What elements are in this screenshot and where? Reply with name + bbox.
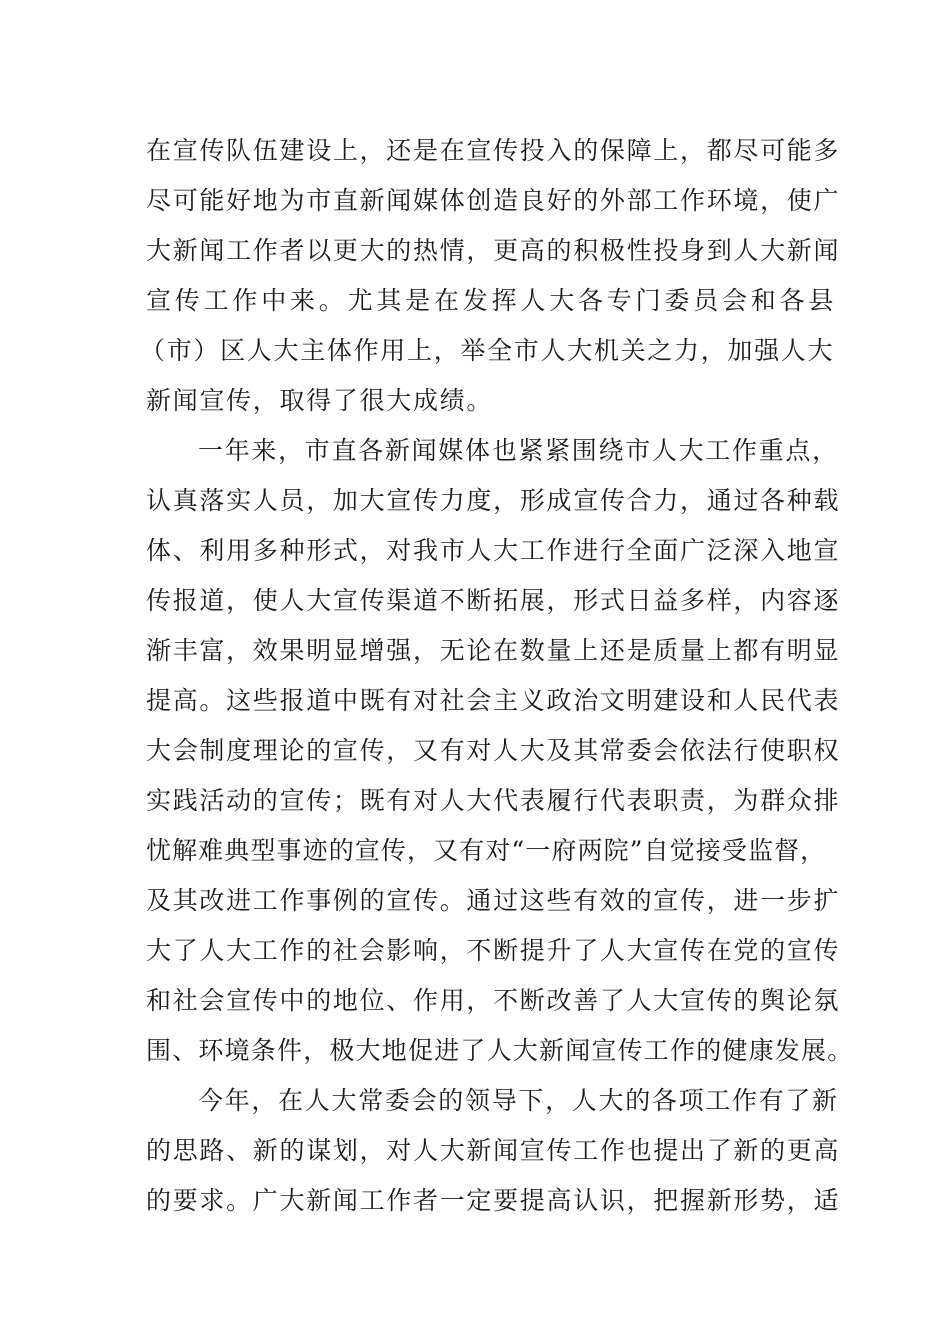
text-line: 大了人大工作的社会影响，不断提升了人大宣传在党的宣传 bbox=[146, 936, 841, 965]
text-line: 在宣传队伍建设上，还是在宣传投入的保障上，都尽可能多 bbox=[146, 136, 841, 165]
text-line: 宣传工作中来。尤其是在发挥人大各专门委员会和各县 bbox=[146, 286, 838, 315]
text-line: 尽可能好地为市直新闻媒体创造良好的外部工作环境，使广 bbox=[146, 186, 841, 215]
text-line: 提高。这些报道中既有对社会主义政治文明建设和人民代表 bbox=[146, 686, 841, 715]
text-line: 实践活动的宣传；既有对人大代表履行代表职责，为群众排 bbox=[146, 786, 841, 815]
body-text bbox=[140, 126, 854, 1226]
text-line: 渐丰富，效果明显增强，无论在数量上还是质量上都有明显 bbox=[146, 636, 841, 665]
text-line: 新闻宣传，取得了很大成绩。 bbox=[146, 386, 494, 415]
text-line: （市）区人大主体作用上，举全市人大机关之力，加强人大 bbox=[140, 336, 835, 365]
paragraph-start-line: 今年，在人大常委会的领导下，人大的各项工作有了新 bbox=[198, 1086, 839, 1115]
text-line: 体、利用多种形式，对我市人大工作进行全面广泛深入地宣 bbox=[146, 536, 841, 565]
text-line: 及其改进工作事例的宣传。通过这些有效的宣传，进一步扩 bbox=[146, 886, 841, 915]
text-line: 传报道，使人大宣传渠道不断拓展，形式日益多样，内容逐 bbox=[146, 586, 841, 615]
text-line: 的思路、新的谋划，对人大新闻宣传工作也提出了新的更高 bbox=[146, 1136, 841, 1165]
paragraph-start-line: 一年来，市直各新闻媒体也紧紧围绕市人大工作重点， bbox=[198, 436, 839, 465]
text-line: 围、环境条件，极大地促进了人大新闻宣传工作的健康发展。 bbox=[146, 1036, 854, 1065]
text-line: 认真落实人员，加大宣传力度，形成宣传合力，通过各种载 bbox=[146, 486, 841, 515]
text-line: 大新闻工作者以更大的热情，更高的积极性投身到人大新闻 bbox=[146, 236, 841, 265]
text-line: 忧解难典型事迹的宣传，又有对“一府两院”自觉接受监督， bbox=[146, 836, 827, 865]
text-line: 和社会宣传中的地位、作用，不断改善了人大宣传的舆论氛 bbox=[146, 986, 841, 1015]
text-line: 大会制度理论的宣传，又有对人大及其常委会依法行使职权 bbox=[146, 736, 841, 765]
text-line: 的要求。广大新闻工作者一定要提高认识，把握新形势，适 bbox=[146, 1186, 841, 1215]
